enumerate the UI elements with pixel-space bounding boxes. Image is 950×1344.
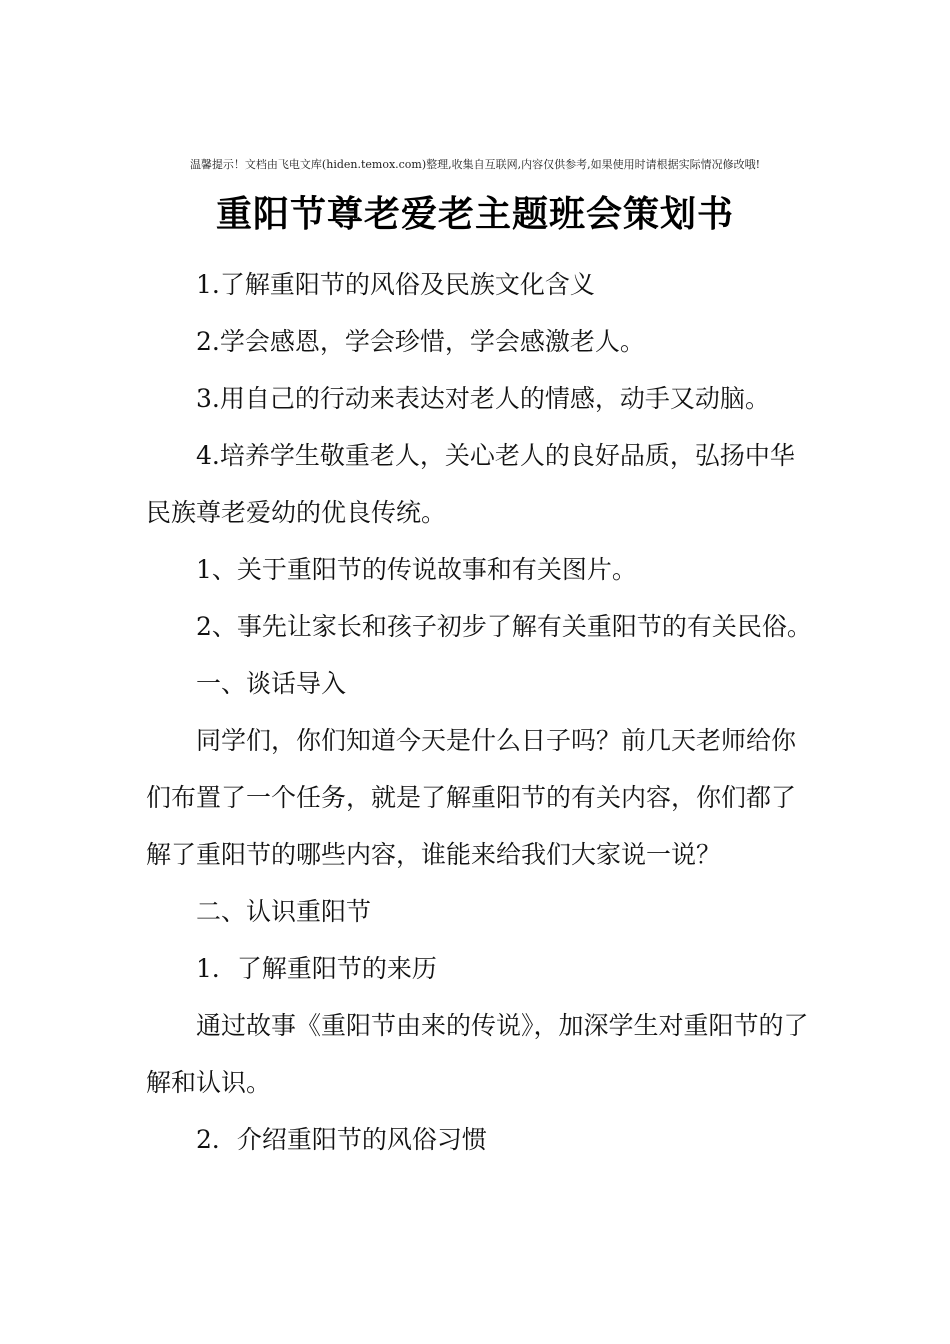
section-heading: 一、谈话导入 — [196, 669, 347, 698]
paragraph: 通过故事《重阳节由来的传说》，加深学生对重阳节的了解和认识。 — [146, 1011, 809, 1097]
page-title: 重阳节尊老爱老主题班会策划书 — [215, 193, 734, 235]
paragraph: 同学们，你们知道今天是什么日子吗？前几天老师给你们布置了一个任务，就是了解重阳节的有关内容，你们都了解了重阳节的哪些内容，谁能来给我们大家说一说？ — [146, 726, 797, 869]
paragraph: 2．介绍重阳节的风俗习惯 — [196, 1125, 487, 1154]
header-notice: 温馨提示！文档由飞电文库(hiden.temox.com)整理,收集自互联网,内容仅供参考,如果使用时请根据实际情况修改哦! — [189, 158, 761, 171]
paragraph: 1.了解重阳节的风俗及民族文化含义 — [196, 270, 595, 299]
paragraph: 4.培养学生敬重老人，关心老人的良好品质，弘扬中华民族尊老爱幼的优良传统。 — [146, 441, 795, 527]
paragraph: 1、关于重阳节的传说故事和有关图片。 — [196, 555, 637, 584]
section-heading: 二、认识重阳节 — [196, 897, 372, 926]
paragraph: 2.学会感恩，学会珍惜，学会感激老人。 — [196, 327, 645, 356]
paragraph: 1．了解重阳节的来历 — [196, 954, 437, 983]
document-body — [146, 256, 816, 1168]
paragraph: 3.用自己的行动来表达对老人的情感，动手又动脑。 — [196, 384, 770, 413]
paragraph: 2、事先让家长和孩子初步了解有关重阳节的有关民俗。 — [196, 612, 812, 641]
